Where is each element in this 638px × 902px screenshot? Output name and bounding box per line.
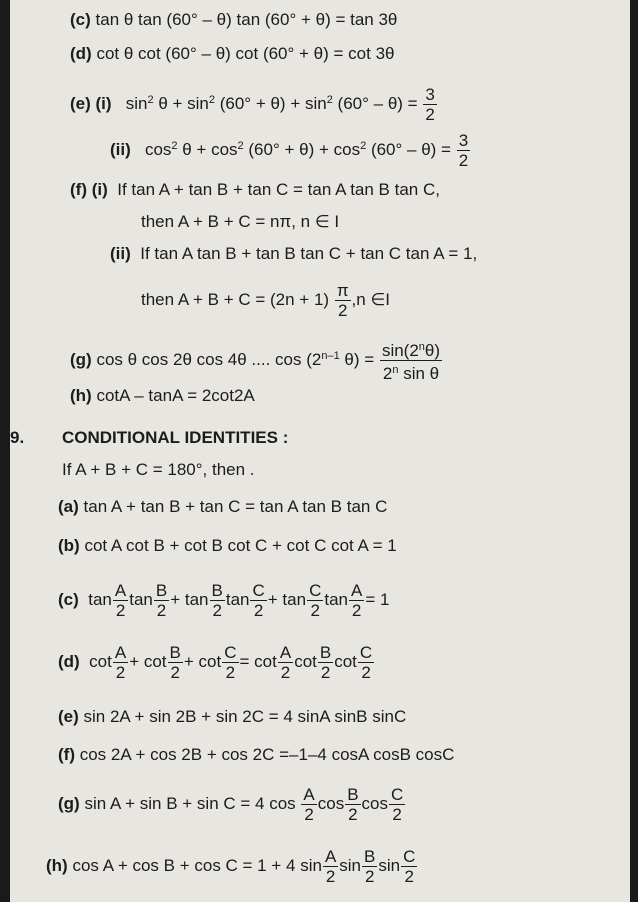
identity-e-ii: (ii) $\cos^2 \theta + \cos^2 (60^\circ + \theta) + \cos^2 (60^\circ - \theta)$ = $\frac{3}{2}$ [110,131,469,171]
cond-identity-f: (f) cos 2A + cos 2B + cos 2C =–1–4 cosA cosB cosC [58,745,455,764]
section-title: CONDITIONAL IDENTITIES : [62,428,289,447]
identity-c: (c) tan θ tan (60° – θ) tan (60° + θ) = tan 3θ [70,10,398,29]
cond-identity-h: (h) cos A + cos B + cos C = 1 + 4 sin $\frac{A}{2}$ sin $\frac{B}{2}$ sin $\frac{C}{2}$ [46,847,416,887]
cond-identity-d: (d) cot $\frac{A}{2}$ + cot $\frac{B}{2}$ + cot $\frac{C}{2}$ = cot $\frac{A}{2}$ cot $\frac{B}{2}$ cot $\frac{C}{2}$ [58,643,373,683]
fraction: $\frac{\pi}{2}$ [336,281,349,321]
textbook-page [10,0,630,902]
identity-d: (d) cot θ cot (60° – θ) cot (60° + θ) = cot 3θ [70,44,395,63]
cond-identity-e: (e) sin 2A + sin 2B + sin 2C = 4 sinA sinB sinC [58,707,407,726]
identity-h: (h) cotA – tanA = 2cot2A [70,386,255,405]
identity-f-i: (f) (i) If tan A + tan B + tan C = tan A tan B tan C, [70,180,440,199]
identity-f-i-cont: then A + B + C = nπ, n ∈ I [141,212,340,231]
cond-identity-c: (c) tan $\frac{A}{2}$ tan $\frac{B}{2}$ + tan $\frac{B}{2}$ tan $\frac{C}{2}$ + tan $\frac{C}{2}$ tan $\frac{A}{2}$ = 1 [58,581,390,621]
cond-identity-b: (b) cot A cot B + cot B cot C + cot C cot A = 1 [58,536,397,555]
fraction: $\frac{\sin(2^n\theta)}{2^n \sin \theta}$ [380,338,442,383]
identity-g: (g) cos θ cos 2θ cos 4θ .... cos (2$^{n-1}$ θ) = $\frac{\sin(2^n\theta)}{2^n \sin \theta}$ [70,336,443,383]
cond-identity-a: (a) tan A + tan B + tan C = tan A tan B tan C [58,497,388,516]
section-condition: If A + B + C = 180°, then . [62,460,255,479]
section-number: 9. [10,428,25,447]
identity-e-i: (e) (i) $\sin^2 \theta + \sin^2 (60^\circ + \theta) + \sin^2 (60^\circ - \theta)$ = $\frac{3}{2}$ [70,85,435,125]
identity-f-ii-cont: then A + B + C = (2n + 1) $\frac{\pi}{2}$ ,n ∈I [141,281,390,321]
identity-f-ii: (ii) If tan A tan B + tan B tan C + tan C tan A = 1, [110,244,478,263]
cond-identity-g: (g) sin A + sin B + sin C = 4 cos $\frac{A}{2}$ cos $\frac{B}{2}$ cos $\frac{C}{2}$ [58,785,404,825]
fraction: $\frac{3}{2}$ [458,131,469,171]
fraction: $\frac{3}{2}$ [425,85,435,125]
